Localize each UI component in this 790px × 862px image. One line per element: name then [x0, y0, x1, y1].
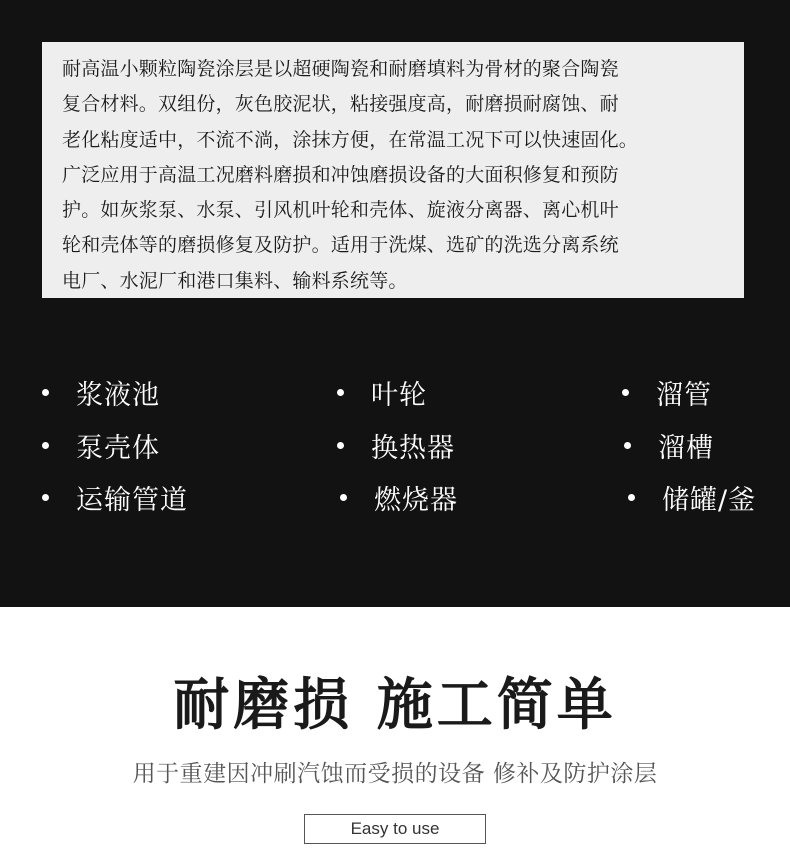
description-line: 护。如灰浆泵、水泵、引风机叶轮和壳体、旋液分离器、离心机叶	[62, 199, 619, 222]
application-label: 溜槽	[658, 432, 714, 464]
application-item-impeller	[337, 375, 427, 409]
application-item-chute	[622, 375, 712, 409]
bullet-icon	[42, 389, 49, 396]
description-line: 耐高温小颗粒陶瓷涂层是以超硬陶瓷和耐磨填料为骨材的聚合陶瓷	[62, 58, 619, 80]
description-box	[42, 42, 744, 298]
feature-subline: 用于重建因冲刷汽蚀而受损的设备 修补及防护涂层	[132, 761, 658, 787]
application-item-trough	[624, 428, 714, 462]
bullet-icon	[42, 494, 49, 501]
description-line: 广泛应用于高温工况磨料磨损和冲蚀磨损设备的大面积修复和预防	[62, 163, 619, 186]
bullet-icon	[337, 442, 344, 449]
application-label: 储罐/釜	[662, 484, 757, 516]
description-line: 老化粘度适中，不流不淌，涂抹方便，在常温工况下可以快速固化。	[62, 128, 639, 151]
application-label: 燃烧器	[374, 484, 458, 516]
bullet-icon	[622, 389, 629, 396]
bullet-icon	[340, 494, 347, 501]
application-label: 叶轮	[371, 379, 427, 411]
bullet-icon	[42, 442, 49, 449]
description-line: 复合材料。双组份，灰色胶泥状，粘接强度高，耐磨损耐腐蚀、耐	[62, 93, 619, 116]
application-item-heat-exchanger	[337, 428, 455, 462]
feature-headline: 耐磨损 施工简单	[173, 673, 617, 738]
application-item-transport-pipe	[42, 480, 188, 514]
application-label: 泵壳体	[76, 432, 160, 464]
application-item-storage-tank	[628, 480, 756, 514]
easy-to-use-button[interactable]: Easy to use	[304, 814, 486, 844]
description-line: 电厂、水泥厂和港口集料、输料系统等。	[62, 269, 408, 292]
application-item-slurry-pool	[42, 375, 160, 409]
application-item-burner	[340, 480, 458, 514]
bullet-icon	[624, 442, 631, 449]
application-item-pump-casing	[42, 428, 160, 462]
application-label: 运输管道	[76, 484, 188, 516]
bullet-icon	[337, 389, 344, 396]
bullet-icon	[628, 494, 635, 501]
application-label: 浆液池	[76, 379, 160, 411]
description-line: 轮和壳体等的磨损修复及防护。适用于洗煤、选矿的洗选分离系统	[62, 234, 619, 257]
application-label: 溜管	[656, 379, 712, 411]
application-label: 换热器	[371, 432, 455, 464]
